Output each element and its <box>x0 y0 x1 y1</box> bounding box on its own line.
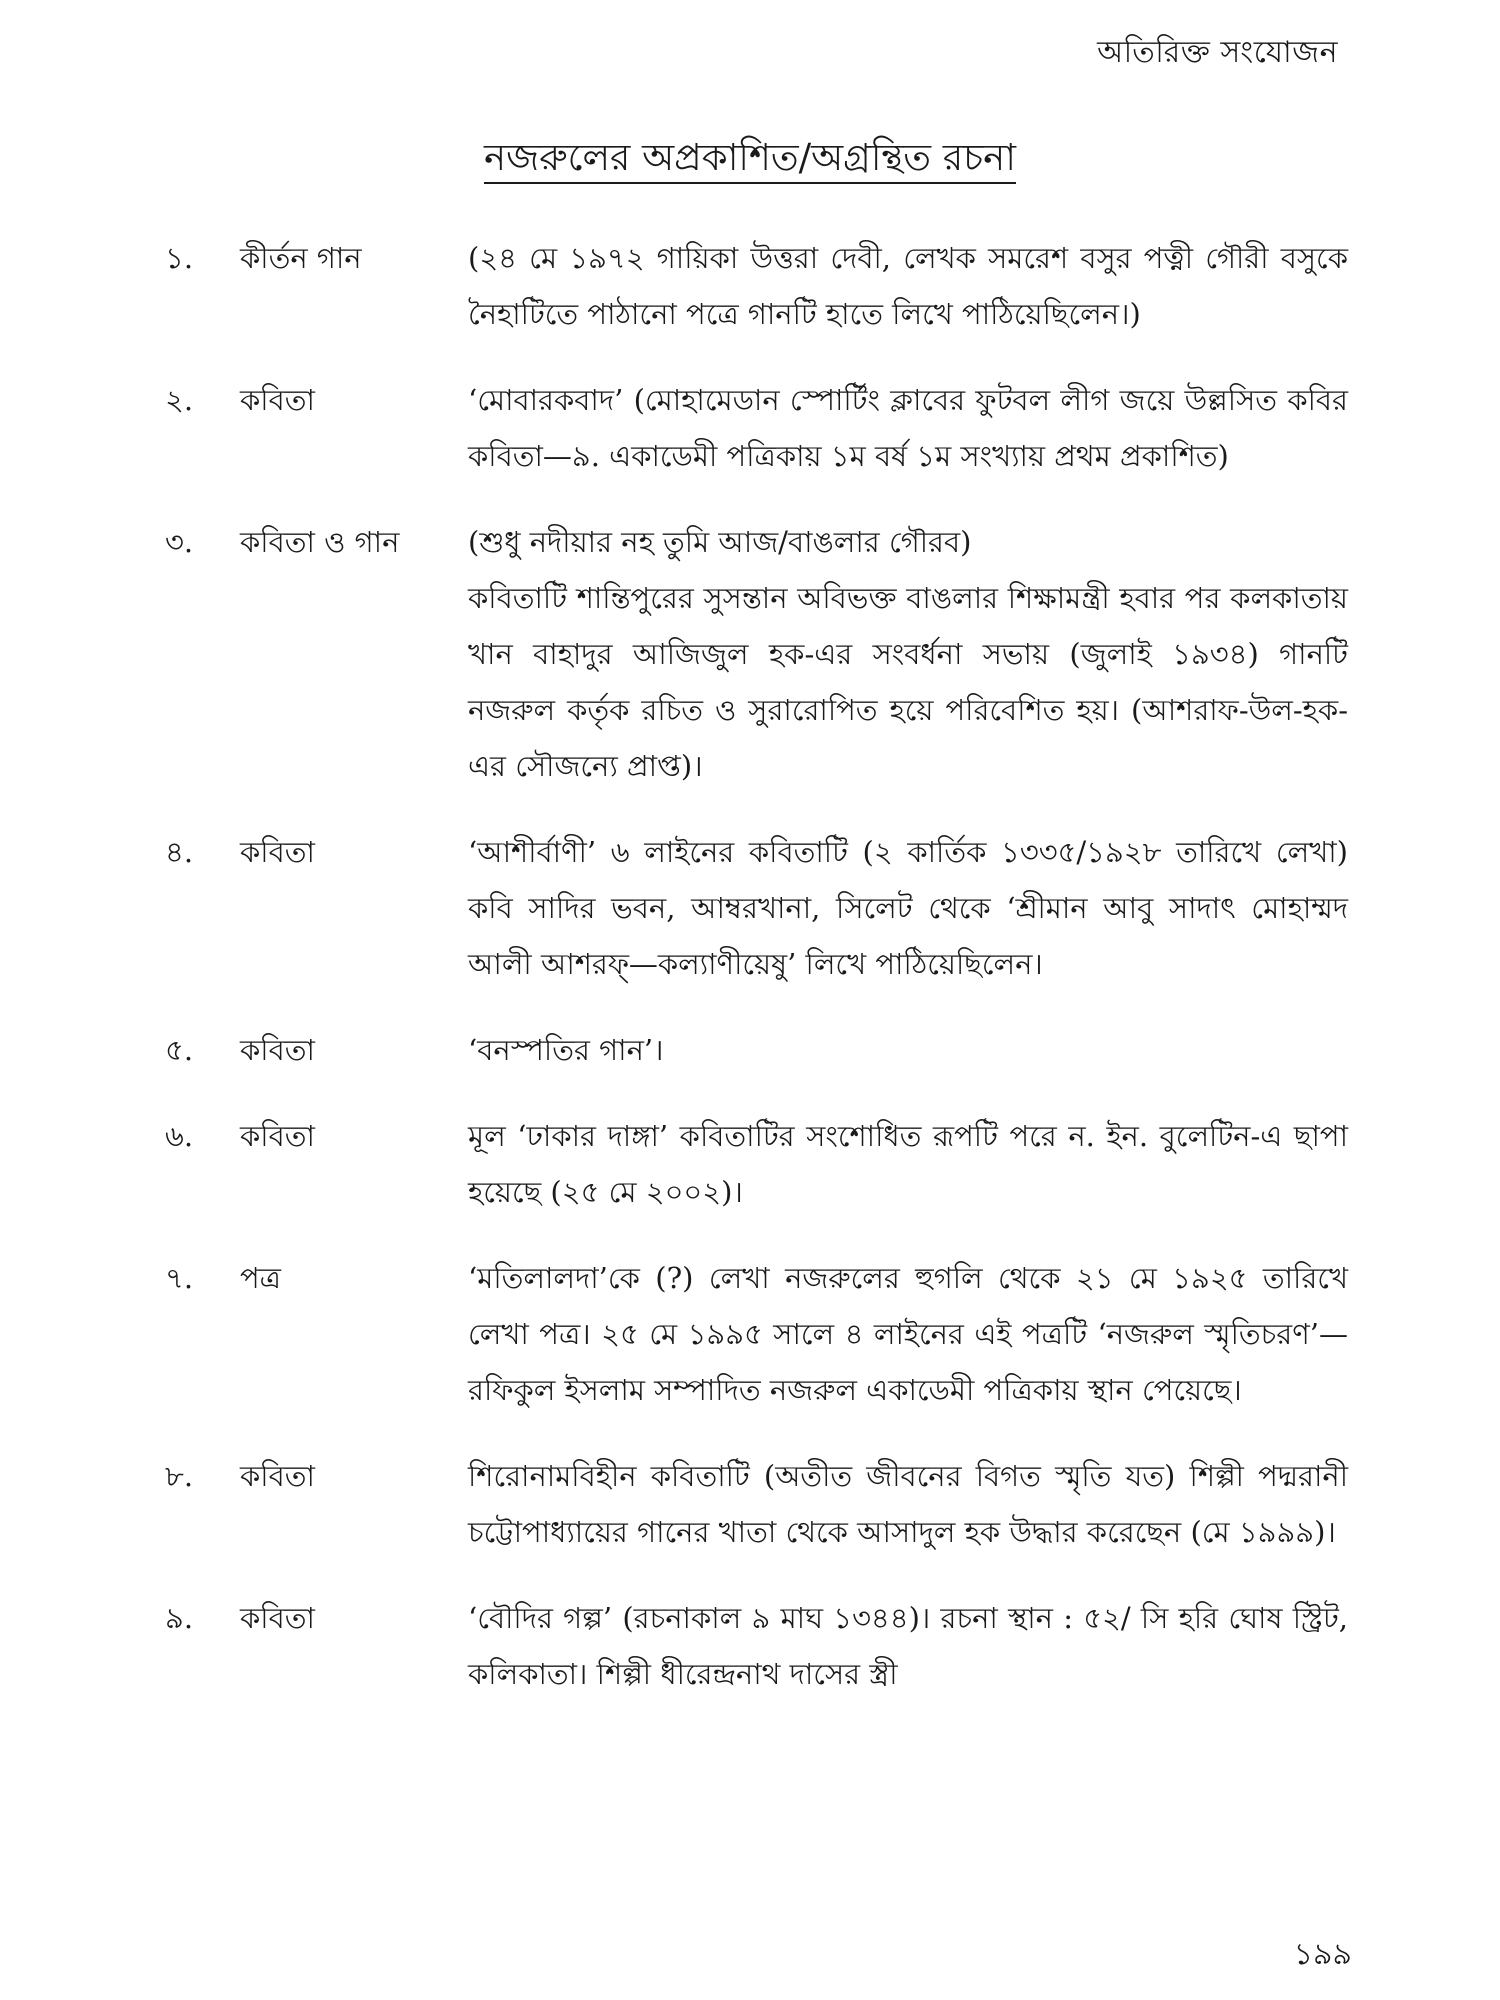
entry-number: ৮. <box>165 1459 194 1493</box>
running-head: অতিরিক্ত সংযোজন <box>1097 35 1338 70</box>
entry-number: ১. <box>165 241 194 275</box>
entry-label: কবিতা <box>240 1601 315 1635</box>
list-item <box>0 1108 1500 1220</box>
list-item <box>0 1448 1500 1560</box>
list-item <box>0 1590 1500 1702</box>
page-number: ১৯৯ <box>1293 1937 1352 1972</box>
list-item <box>0 1022 1500 1078</box>
entry-text <box>468 1448 1348 1560</box>
entry-paragraph: ‘মতিলালদা’কে (?) লেখা নজরুলের হুগলি থেকে ২১ মে ১৯২৫ তারিখে লেখা পত্র। ২৫ মে ১৯৯৫ সালে ৪ লাইনের এই পত্রটি ‘নজরুল স্মৃতিচরণ’—রফিকুল ইসলাম সম্পাদিত নজরুল একাডেমী পত্রিকায় স্থান পেয়েছে। <box>468 1261 1348 1407</box>
entry-text <box>468 1108 1348 1220</box>
entry-paragraph: ‘বৌদির গল্প’ (রচনাকাল ৯ মাঘ ১৩৪৪)। রচনা স্থান : ৫২/ সি হরি ঘোষ স্ট্রিট, কলিকাতা। শিল্পী ধীরেন্দ্রনাথ দাসের স্ত্রী <box>468 1601 1348 1691</box>
entry-text <box>468 1590 1348 1702</box>
entry-number: ৬. <box>165 1119 194 1153</box>
entry-label: কবিতা <box>240 835 315 869</box>
entry-label: কবিতা <box>240 1119 315 1153</box>
entry-paragraph: কবিতাটি শান্তিপুরের সুসন্তান অবিভক্ত বাঙলার শিক্ষামন্ত্রী হবার পর কলকাতায় খান বাহাদুর আজিজুল হক-এর সংবর্ধনা সভায় (জুলাই ১৯৩৪) গানটি নজরুল কর্তৃক রচিত ও সুরারোপিত হয়ে পরিবেশিত হয়। (আশরাফ-উল-হক-এর সৌজন্যে প্রাপ্ত)। <box>468 581 1348 783</box>
page-title-text: নজরুলের অপ্রকাশিত/অগ্রন্থিত রচনা <box>484 136 1016 184</box>
list-item <box>0 1250 1500 1418</box>
entry-number: ৩. <box>165 525 194 559</box>
entry-label: পত্র <box>240 1261 281 1295</box>
entry-label: কবিতা <box>240 383 315 417</box>
list-item <box>0 514 1500 794</box>
entry-paragraph: মূল ‘ঢাকার দাঙ্গা’ কবিতাটির সংশোধিত রূপটি পরে ন. ইন. বুলেটিন-এ ছাপা হয়েছে (২৫ মে ২০০২)। <box>468 1119 1348 1209</box>
entry-paragraph: ‘মোবারকবাদ’ (মোহামেডান স্পোর্টিং ক্লাবের ফুটবল লীগ জয়ে উল্লসিত কবির কবিতা—৯. একাডেমী পত্রিকায় ১ম বর্ষ ১ম সংখ্যায় প্রথম প্রকাশিত) <box>468 383 1348 473</box>
entry-label: কীর্তন গান <box>240 241 362 275</box>
entry-label: কবিতা ও গান <box>240 525 400 559</box>
entry-number: ৪. <box>165 835 194 869</box>
entry-text <box>468 1022 1348 1078</box>
page-title <box>0 128 1500 191</box>
list-item <box>0 372 1500 484</box>
entry-paragraph: ‘বনস্পতির গান’। <box>468 1033 664 1067</box>
entry-paragraph: ‘আশীর্বাণী’ ৬ লাইনের কবিতাটি (২ কার্তিক ১৩৩৫/১৯২৮ তারিখে লেখা) কবি সাদির ভবন, আম্বরখানা, সিলেট থেকে ‘শ্রীমান আবু সাদাৎ মোহাম্মদ আলী আশরফ্—কল্যাণীয়েষু’ লিখে পাঠিয়েছিলেন। <box>468 835 1348 981</box>
list-item <box>0 230 1500 342</box>
entry-paragraph: শিরোনামবিহীন কবিতাটি (অতীত জীবনের বিগত স্মৃতি যত) শিল্পী পদ্মরানী চট্টোপাধ্যায়ের গানের খাতা থেকে আসাদুল হক উদ্ধার করেছেন (মে ১৯৯৯)। <box>468 1459 1348 1549</box>
entry-text <box>468 1250 1348 1418</box>
entry-number: ৭. <box>165 1261 194 1295</box>
entry-number: ৯. <box>165 1601 194 1635</box>
entry-text <box>468 230 1348 342</box>
entry-text <box>468 372 1348 484</box>
entry-number: ২. <box>165 383 194 417</box>
entry-paragraph: (২৪ মে ১৯৭২ গায়িকা উত্তরা দেবী, লেখক সমরেশ বসুর পত্নী গৌরী বসুকে নৈহাটিতে পাঠানো পত্রে গানটি হাতে লিখে পাঠিয়েছিলেন।) <box>468 241 1348 331</box>
entry-paragraph: (শুধু নদীয়ার নহ তুমি আজ/বাঙলার গৌরব) <box>468 525 972 559</box>
entry-number: ৫. <box>165 1033 194 1067</box>
list-item <box>0 824 1500 992</box>
entry-list <box>0 230 1500 1732</box>
entry-text <box>468 514 1348 794</box>
entry-label: কবিতা <box>240 1459 315 1493</box>
entry-label: কবিতা <box>240 1033 315 1067</box>
entry-text <box>468 824 1348 992</box>
